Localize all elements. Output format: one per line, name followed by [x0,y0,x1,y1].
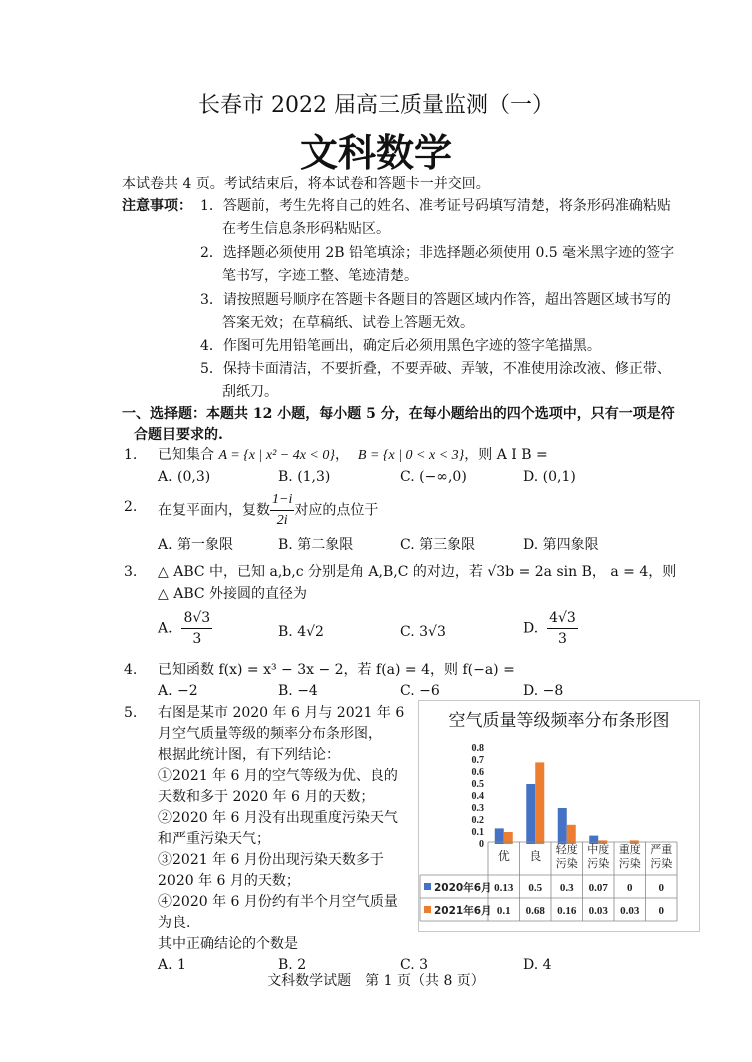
note-line: 在考生信息条形码粘贴区。 [222,221,390,237]
air-quality-chart [418,700,700,932]
option-c[interactable]: C. 3 [400,957,429,973]
note-line: 3．请按照题号顺序在答题卡各题目的答题区域内作答，超出答题区域书写的 [200,292,671,308]
q5-line: 2020 年 6 月的天数； [158,873,300,889]
note-line: 5．保持卡面清洁，不要折叠，不要弄破、弄皱，不准使用涂改液、修正带、 [200,361,671,377]
question-stem: △ ABC 中，已知 a,b,c 分别是角 A,B,C 的对边，若 √3b = 2a sin B， a = 4，则 [158,564,677,580]
option-a[interactable]: A. (0,3) [158,469,211,485]
option-d[interactable]: D. 第四象限 [523,537,599,553]
stem-separator: ， [334,447,349,463]
option-c[interactable]: C. 第三象限 [400,537,476,553]
note-line: 4．作图可先用铅笔画出，确定后必须用黑色字迹的签字笔描黑。 [200,338,601,354]
exam-header-title: 长春市 2022 届高三质量监测（一） [198,93,554,118]
option-b[interactable]: B. −4 [278,683,318,699]
question-number: 3. [124,564,138,580]
y-tick-label: 0.2 [471,815,484,826]
bar-2021-2 [567,825,576,844]
q5-line: 右图是某市 2020 年 6 月与 2021 年 6 [158,705,405,721]
option-d[interactable] [523,608,578,649]
set-a-expression: A = {x | x² − 4x < 0} [218,448,335,463]
q5-line: ①2021 年 6 月的空气等级为优、良的 [158,768,398,784]
chart-svg [418,700,700,932]
question-number: 1. [124,447,138,463]
q5-line: 和严重污染天气； [158,831,270,847]
stem-text: 对应的点位于 [294,502,379,519]
q5-line: 根据此统计图，有下列结论： [158,747,340,763]
data-label: 0.07 [588,882,608,894]
q5-line: 月空气质量等级的频率分布条形图， [158,726,382,742]
option-b[interactable]: B. 2 [278,957,307,973]
y-tick-label: 0.4 [471,791,484,802]
option-b[interactable]: B. 4√2 [278,624,324,640]
data-label: 0.03 [588,905,608,917]
option-label: D. [523,620,539,637]
option-a[interactable]: A. 第一象限 [158,537,234,553]
option-a[interactable]: A. 1 [158,957,186,973]
option-d[interactable]: D. −8 [523,683,564,699]
option-c[interactable]: C. −6 [400,683,440,699]
option-d[interactable]: D. 4 [523,957,552,973]
chart-title: 空气质量等级频率分布条形图 [448,711,670,731]
section-heading: 一、选择题：本题共 12 小题，每小题 5 分，在每小题给出的四个选项中，只有一项是符 [122,406,675,422]
x-tick-label: 污染 [650,857,673,870]
bar-2021-1 [535,762,544,844]
q5-line: 为良. [158,915,191,931]
data-label: 0 [627,882,633,894]
data-label: 0.68 [525,905,545,917]
question-stem: 已知函数 f(x) = x³ − 3x − 2，若 f(a) = 4，则 f(−a) = [158,662,515,678]
option-c[interactable]: C. 3√3 [400,624,446,640]
fraction-numerator: 1−i [270,490,294,511]
q5-line: 天数和多于 2020 年 6 月的天数； [158,789,375,805]
data-label: 0 [658,905,664,917]
bar-2020-1 [526,784,535,844]
x-tick-label: 污染 [587,857,610,870]
bar-2020-2 [558,808,567,844]
x-tick-label: 轻度 [555,843,578,856]
note-line: 刮纸刀。 [222,384,278,400]
y-tick-label: 0.5 [471,779,484,790]
option-d[interactable]: D. (0,1) [523,469,576,485]
section-heading-cont: 合题目要求的. [134,427,223,443]
y-tick-label: 0.8 [471,743,484,754]
set-b-expression: B = {x | 0 < x < 3} [357,448,465,463]
data-label: 0.3 [559,882,574,894]
page-footer: 文科数学试题 第 1 页（共 8 页） [267,973,485,989]
x-tick-label: 中度 [587,843,610,856]
option-b[interactable]: B. 第二象限 [278,537,354,553]
question-number: 2. [124,499,138,515]
stem-text: 在复平面内，复数 [158,502,270,519]
notes-label: 注意事项： [122,198,192,214]
x-tick-label: 优 [497,849,510,863]
x-tick-label: 严重 [650,843,673,856]
y-tick-label: 0.3 [471,803,484,814]
fraction-denominator: 3 [192,631,202,647]
option-a[interactable] [158,608,212,649]
note-line: 答案无效；在草稿纸、试卷上答题无效。 [222,315,474,331]
note-line: 1．答题前，考生先将自己的姓名、准考证号码填写清楚，将条形码准确粘贴 [200,198,671,214]
question-stem-cont: △ ABC 外接圆的直径为 [158,586,308,602]
q5-line: ②2020 年 6 月没有出现重度污染天气 [158,810,398,826]
option-c[interactable]: C. (−∞,0) [400,469,467,485]
x-tick-label: 污染 [555,857,578,870]
data-label: 0.16 [557,905,577,917]
data-label: 0.03 [620,905,640,917]
option-label: A. [158,620,173,637]
legend-label: 2020年6月 [434,882,492,894]
legend-swatch-2020 [424,883,431,890]
question-stem [158,490,378,531]
x-tick-label: 良 [529,849,542,863]
legend-swatch-2021 [424,906,431,913]
question-number: 4. [124,662,138,678]
legend-label: 2021年6月 [434,905,492,917]
intro-text: 本试卷共 4 页。考试结束后，将本试卷和答题卡一并交回。 [122,176,490,192]
y-tick-label: 0.1 [471,827,484,838]
x-tick-label: 污染 [618,857,641,870]
note-line: 2．选择题必须使用 2B 铅笔填涂；非选择题必须使用 0.5 毫米黑字迹的签字 [200,245,675,261]
fraction-numerator: 4√3 [547,608,578,629]
q5-line: ④2020 年 6 月份约有半个月空气质量 [158,894,398,910]
data-label: 0.1 [496,905,511,917]
data-label: 0.5 [528,882,543,894]
fraction [270,490,294,531]
y-tick-label: 0.6 [471,767,484,778]
fraction-denominator: 2i [276,513,288,528]
option-a[interactable]: A. −2 [158,683,198,699]
option-b[interactable]: B. (1,3) [278,469,331,485]
exam-subject-title: 文科数学 [299,131,452,175]
fraction [547,608,578,649]
question-number: 5. [124,705,138,721]
stem-text: ，则 A I B = [464,447,548,463]
data-label: 0 [658,882,664,894]
fraction [181,608,212,649]
question-stem [158,445,548,466]
y-tick-label: 0 [479,839,484,850]
y-tick-label: 0.7 [471,755,484,766]
stem-text: 已知集合 [158,447,219,463]
note-line: 笔书写，字迹工整、笔迹清楚。 [222,268,418,284]
q5-line: ③2021 年 6 月份出现污染天数多于 [158,852,384,868]
x-tick-label: 重度 [618,843,641,856]
data-label: 0.13 [494,882,514,894]
fraction-numerator: 8√3 [181,608,212,629]
fraction-denominator: 3 [558,631,567,647]
q5-line: 其中正确结论的个数是 [158,936,298,952]
